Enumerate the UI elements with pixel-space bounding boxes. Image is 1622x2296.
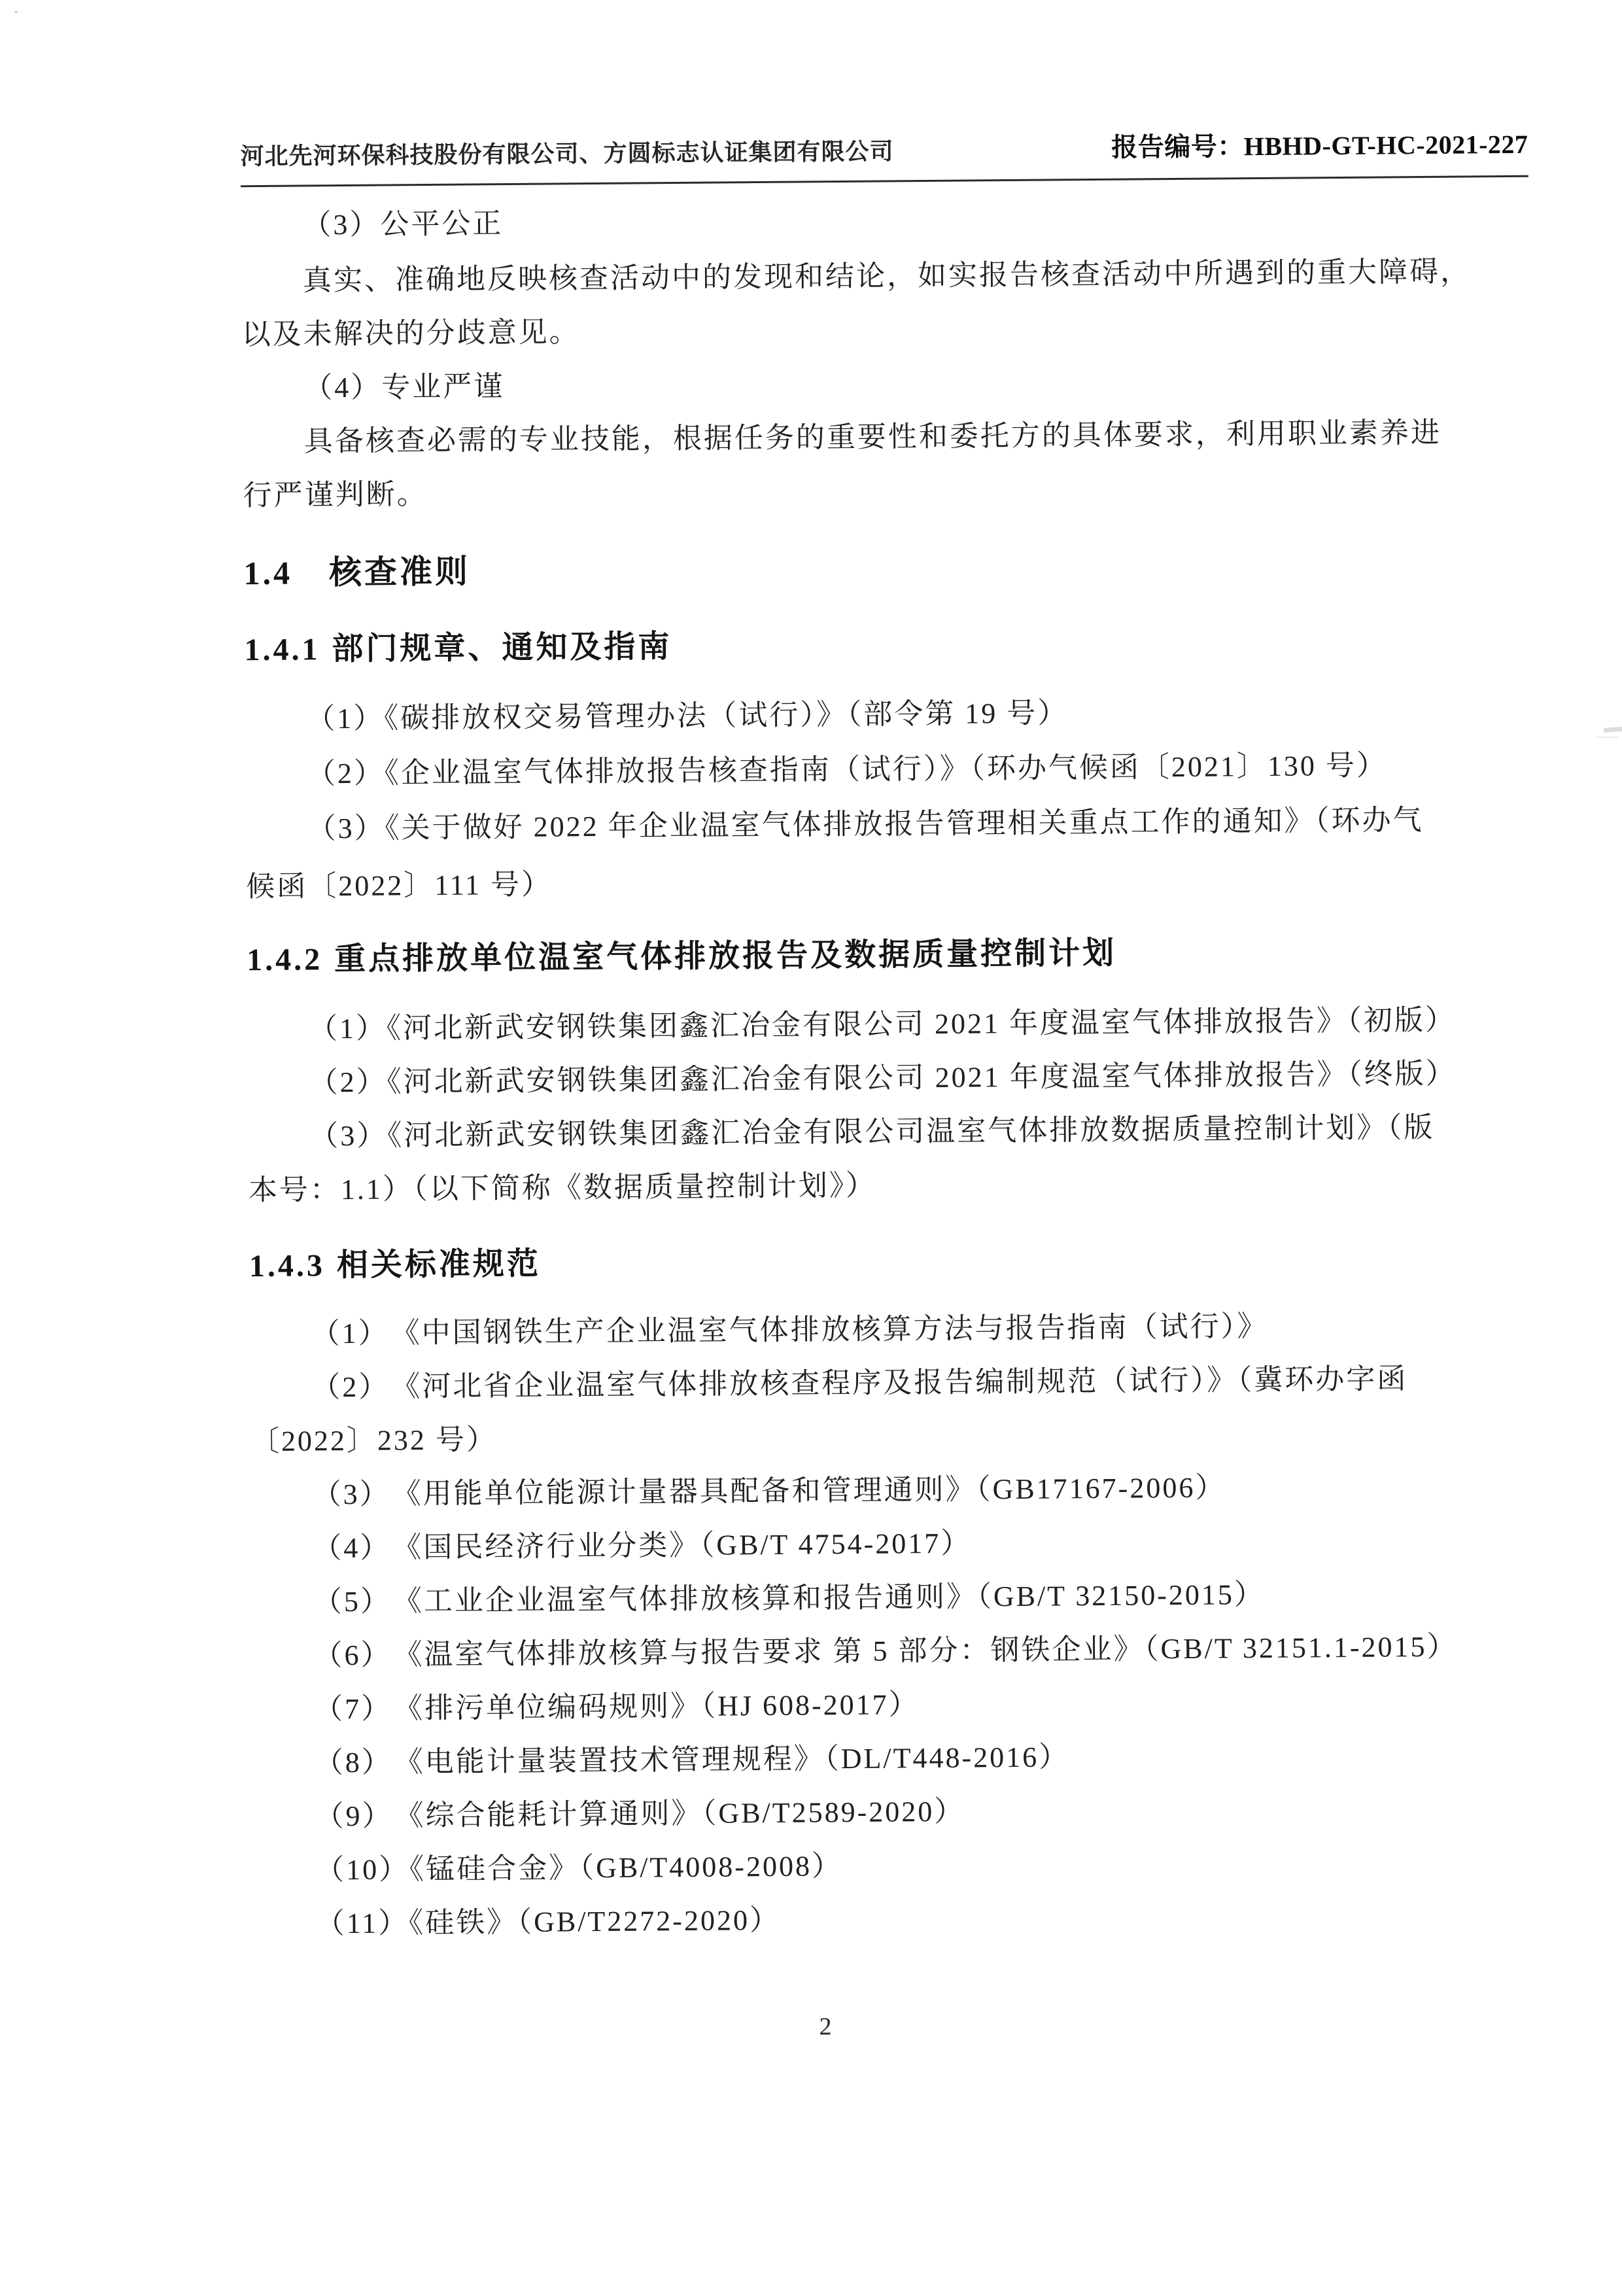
list-item-continuation: 候函〔2022〕111 号）	[246, 868, 553, 903]
header-rule	[241, 175, 1528, 187]
section-title: 部门规章、通知及指南	[332, 629, 672, 667]
list-item: （10）《锰硅合金》（GB/T4008-2008）	[315, 1850, 843, 1887]
list-item: （3）《关于做好 2022 年企业温室气体排放报告管理相关重点工作的通知》（环办气	[307, 804, 1424, 845]
list-item: （2） 《河北省企业温室气体排放核查程序及报告编制规范（试行）》（冀环办字函	[311, 1363, 1408, 1404]
text-line: 以及未解决的分歧意见。	[241, 316, 580, 351]
text-line-p3-heading: （3）公平公正	[302, 207, 504, 241]
section-number: 1.4.1	[244, 632, 320, 668]
scan-speck	[14, 10, 18, 13]
section-heading-1-4-3	[249, 1244, 541, 1287]
text-line: 行严谨判断。	[243, 478, 428, 512]
list-item: （8） 《电能计量装置技术管理规程》（DL/T448-2016）	[314, 1741, 1070, 1779]
section-heading-1-4-2	[247, 933, 1116, 981]
text-line-p4-heading: （4）专业严谨	[303, 370, 505, 404]
section-heading-1-4	[243, 551, 470, 594]
section-number: 1.4	[243, 554, 293, 592]
section-number: 1.4.2	[246, 942, 323, 978]
list-item-continuation: 本号：1.1）（以下简称《数据质量控制计划》）	[248, 1169, 877, 1207]
list-item: （1） 《中国钢铁生产企业温室气体排放核算方法与报告指南（试行）》	[311, 1310, 1268, 1350]
list-item: （6） 《温室气体排放核算与报告要求 第 5 部分：钢铁企业》（GB/T 32151.1-2015）	[313, 1630, 1458, 1672]
scan-artifact	[1596, 737, 1618, 738]
list-item-continuation: 〔2022〕232 号）	[250, 1423, 498, 1458]
list-item: （3） 《用能单位能源计量器具配备和管理通则》（GB17167-2006）	[312, 1471, 1226, 1511]
section-number: 1.4.3	[249, 1248, 326, 1284]
list-item: （11）《硅铁》（GB/T2272-2020）	[315, 1904, 781, 1940]
list-item: （7） 《排污单位编码规则》（HJ 608-2017）	[313, 1688, 920, 1726]
list-item: （5） 《工业企业温室气体排放核算和报告通则》（GB/T 32150-2015）	[313, 1578, 1266, 1618]
text-line: 真实、准确地反映核查活动中的发现和结论，如实报告核查活动中所遇到的重大障碍，	[302, 255, 1472, 297]
section-title: 核查准则	[328, 553, 471, 591]
page-number: 2	[819, 2013, 832, 2041]
list-item: （1）《河北新武安钢铁集团鑫汇冶金有限公司 2021 年度温室气体排放报告》（初版）	[308, 1003, 1457, 1045]
list-item: （3）《河北新武安钢铁集团鑫汇冶金有限公司温室气体排放数据质量控制计划》（版	[309, 1111, 1435, 1153]
list-item: （2）《河北新武安钢铁集团鑫汇冶金有限公司 2021 年度温室气体排放报告》（终版）	[309, 1057, 1457, 1099]
list-item: （1）《碳排放权交易管理办法（试行）》（部令第 19 号）	[306, 697, 1069, 735]
section-heading-1-4-1	[244, 627, 672, 670]
header-company-names: 河北先河环保科技股份有限公司、方圆标志认证集团有限公司	[240, 138, 894, 170]
list-item: （9） 《综合能耗计算通则》（GB/T2589-2020）	[315, 1795, 965, 1833]
list-item: （4） 《国民经济行业分类》（GB/T 4754-2017）	[313, 1527, 972, 1565]
header-report-number: 报告编号：HBHD-GT-HC-2021-227	[1111, 129, 1528, 162]
section-title: 重点排放单位温室气体排放报告及数据质量控制计划	[334, 935, 1117, 977]
text-line: 具备核查必需的专业技能，根据任务的重要性和委托方的具体要求，利用职业素养进	[303, 416, 1442, 458]
list-item: （2）《企业温室气体排放报告核查指南（试行）》（环办气候函〔2021〕130 号）	[306, 749, 1388, 790]
section-title: 相关标准规范	[336, 1246, 542, 1283]
